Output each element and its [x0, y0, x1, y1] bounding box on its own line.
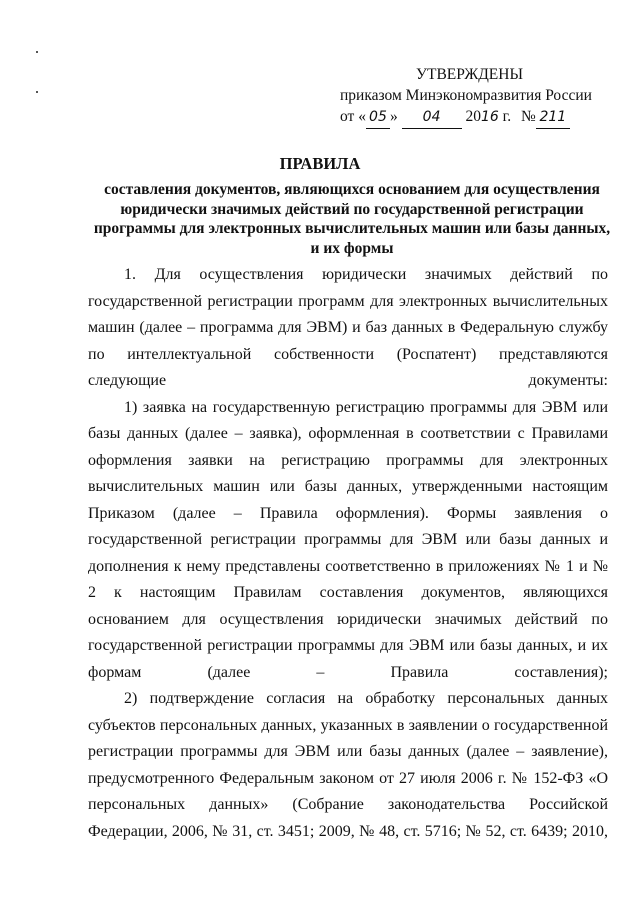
document-body	[88, 262, 608, 845]
date-year-suffix: 16	[480, 109, 499, 125]
paragraph: 1. Для осуществления юридически значимых действий по государственной регистрации программ для электронных вычислительных машин (далее – программа для ЭВМ) и баз данных в Федеральную службу по интеллектуальной собственности (Роспатент) представляются следующие документы:	[88, 266, 608, 389]
date-day: 05	[366, 107, 390, 129]
scan-speck	[36, 91, 38, 93]
scan-speck	[36, 51, 38, 53]
approval-order-line: приказом Минэкономразвития России	[340, 87, 592, 104]
paragraph: 2) подтверждение согласия на обработку персональных данных субъектов персональных данных, указанных в заявлении о государственной регистрации программы для ЭВМ или базы данных (далее – заявление), предусмотренного Федеральным законом от 27 июля 2006 г. № 152-ФЗ «О персональных данных» (Собрание законодательства Российской Федерации, 2006, № 31, ст. 3451; 2009, № 48, ст. 5716; № 52, ст. 6439; 2010,	[88, 690, 608, 840]
order-number-prefix: №	[521, 108, 536, 125]
date-month: 04	[402, 107, 462, 129]
date-prefix: от «	[340, 108, 366, 125]
date-day-suffix: »	[389, 108, 398, 125]
paragraph: 1) заявка на государственную регистрацию программы для ЭВМ или базы данных (далее – заявка), оформленная в соответствии с Правилами оформления заявки на регистрацию программы для электронных вычислительных машин или базы данных, утвержденными настоящим Приказом (далее – Правила оформления). Формы заявления о государственной регистрации программы для ЭВМ или базы данных и дополнения к нему представлены соответственно в приложениях № 1 и № 2 к настоящим Правилам составления документов, являющихся основанием для осуществления юридически значимых действий по государственной регистрации программы для ЭВМ или базы данных, и их формам (далее – Правила составления);	[88, 398, 608, 681]
date-year-g: г.	[502, 108, 512, 125]
order-number: 211	[536, 107, 570, 129]
approval-heading: УТВЕРЖДЕНЫ	[416, 66, 523, 83]
approval-date-line	[340, 106, 630, 129]
document-title: ПРАВИЛА	[279, 154, 361, 173]
date-year-prefix: 20	[465, 108, 481, 125]
approval-stamp	[340, 64, 630, 129]
document-subtitle: составления документов, являющихся основанием для осуществления юридически значимых действий по государственной регистрации программы для электронных вычислительных машин или базы данных, и их формы	[93, 181, 611, 257]
